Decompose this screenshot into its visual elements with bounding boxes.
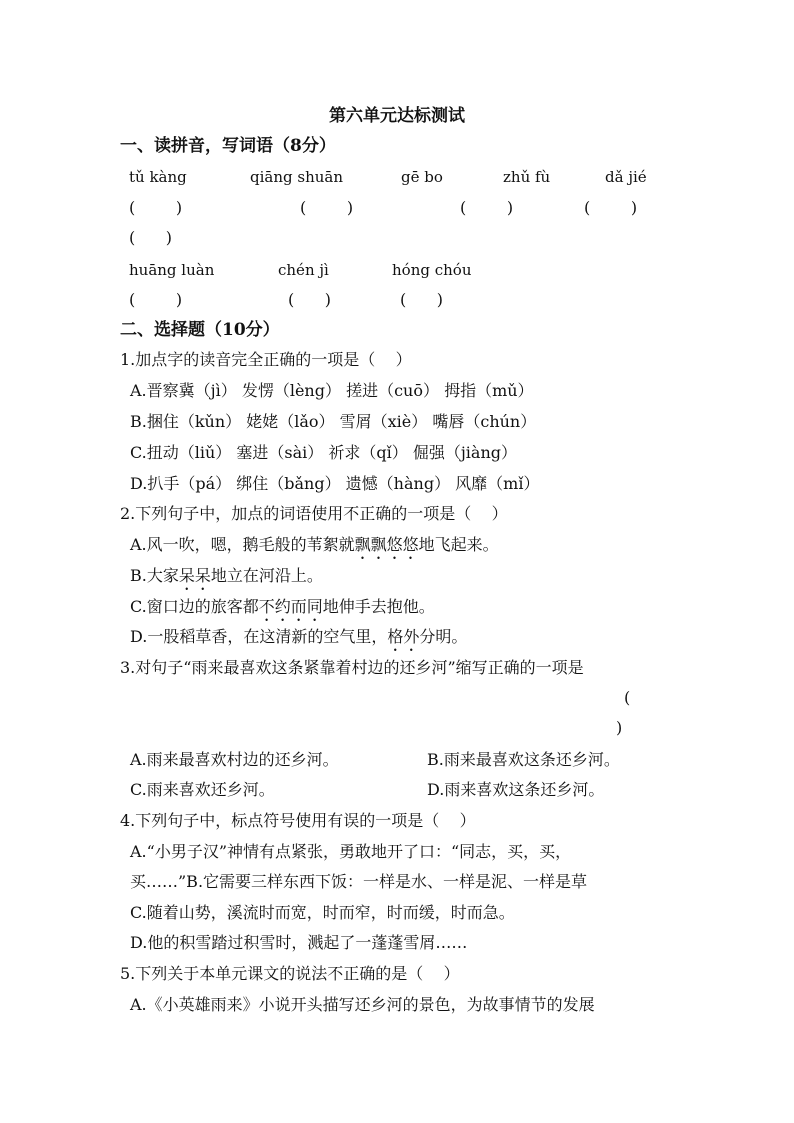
section-1-heading: 一、读拼音，写词语（8分） [120,136,336,156]
option-line[interactable]: A.“小男子汉”神情有点紧张，勇敢地开了口：“同志，买，买， [130,842,572,861]
answer-blank[interactable]: ( ) [129,228,172,247]
pinyin-item: dǎ jié [605,168,647,186]
dotted-word: 不约而同 [258,597,323,616]
dotted-word: 飘飘悠悠 [354,535,419,554]
pinyin-item: qiāng shuān [250,168,343,186]
option-letter: B. [130,412,147,431]
option-b[interactable] [130,412,536,432]
option-text: 地伸手去抱他。 [322,597,435,616]
answer-blank[interactable]: ( ) [584,198,638,217]
option-d[interactable] [130,627,467,655]
option-word: 祈求（qǐ） [328,443,408,462]
dotted-word: 呆呆 [178,566,211,585]
option-word: 倔强（jiàng） [412,443,518,462]
question-2-stem: 2.下列句子中，加点的词语使用不正确的一项是（ ） [120,504,508,523]
option-line[interactable]: 买……”B.它需要三样东西下饭：一样是水、一样是泥、一样是草 [130,872,588,891]
option-text: 分明。 [419,627,468,646]
option-word: 拇指（mǔ） [444,381,534,400]
section-2-heading: 二、选择题（10分） [120,320,280,340]
answer-paren-open[interactable]: ( [624,688,631,707]
option-a[interactable] [130,381,534,401]
option-word: 姥姥（lǎo） [246,412,335,431]
answer-paren-close[interactable]: ) [616,718,623,737]
option-word: 绑住（bǎng） [236,474,341,493]
dotted-word: 格外 [387,627,420,646]
option-c[interactable] [130,443,517,463]
option-word: 风靡（mǐ） [455,474,540,493]
question-4-stem: 4.下列句子中，标点符号使用有误的一项是（ ） [120,811,476,830]
answer-blank[interactable]: ( ) [288,290,331,309]
option-letter: A. [130,381,147,400]
option-text: D.一股稻草香，在这清新的空气里， [130,627,388,646]
option-c[interactable] [130,597,435,625]
option-word: 雪屑（xiè） [339,412,428,431]
option-a[interactable]: A.雨来最喜欢村边的还乡河。 [130,750,339,769]
option-d[interactable] [130,474,539,494]
question-1-stem: 1.加点字的读音完全正确的一项是（ ） [120,350,412,369]
option-d[interactable]: D.雨来喜欢这条还乡河。 [427,780,605,799]
pinyin-item: zhǔ fù [503,168,551,186]
pinyin-item: hóng chóu [392,261,472,279]
pinyin-item: gē bo [401,168,443,186]
option-b[interactable] [130,566,323,594]
option-word: 晋察冀（jì） [146,381,237,400]
answer-blank[interactable]: ( ) [129,198,183,217]
option-word: 嘴唇（chún） [432,412,537,431]
option-text: 地飞起来。 [418,535,499,554]
option-word: 捆住（kǔn） [146,412,242,431]
option-letter: D. [130,474,148,493]
option-word: 遗憾（hàng） [345,474,451,493]
option-text: A.风一吹，嗯，鹅毛般的苇絮就 [130,535,355,554]
option-c[interactable]: C.雨来喜欢还乡河。 [130,780,275,799]
option-letter: C. [130,443,147,462]
question-5-stem: 5.下列关于本单元课文的说法不正确的是（ ） [120,964,460,983]
option-word: 发愣（lèng） [241,381,341,400]
option-word: 塞进（sài） [236,443,324,462]
option-word: 扒手（pá） [147,474,232,493]
option-word: 扭动（liǔ） [146,443,232,462]
answer-blank[interactable]: ( ) [460,198,514,217]
option-text: B.大家 [130,566,179,585]
option-word: 搓进（cuō） [346,381,439,400]
page-title: 第六单元达标测试 [329,106,465,126]
pinyin-item: chén jì [278,261,329,279]
option-b[interactable]: B.雨来最喜欢这条还乡河。 [427,750,620,769]
option-line[interactable]: D.他的积雪踏过积雪时，溅起了一蓬蓬雪屑…… [130,933,468,952]
pinyin-item: huāng luàn [129,261,215,279]
question-3-stem: 3.对句子“雨来最喜欢这条紧靠着村边的还乡河”缩写正确的一项是 [120,658,584,677]
answer-blank[interactable]: ( ) [300,198,354,217]
option-a[interactable] [130,535,499,563]
pinyin-item: tǔ kàng [129,168,187,186]
option-a[interactable]: A.《小英雄雨来》小说开头描写还乡河的景色，为故事情节的发展 [130,995,595,1014]
option-text: 地立在河沿上。 [210,566,323,585]
answer-blank[interactable]: ( ) [400,290,443,309]
option-line[interactable]: C.随着山势，溪流时而宽，时而窄，时而缓，时而急。 [130,903,515,922]
answer-blank[interactable]: ( ) [129,290,183,309]
option-text: C.窗口边的旅客都 [130,597,259,616]
